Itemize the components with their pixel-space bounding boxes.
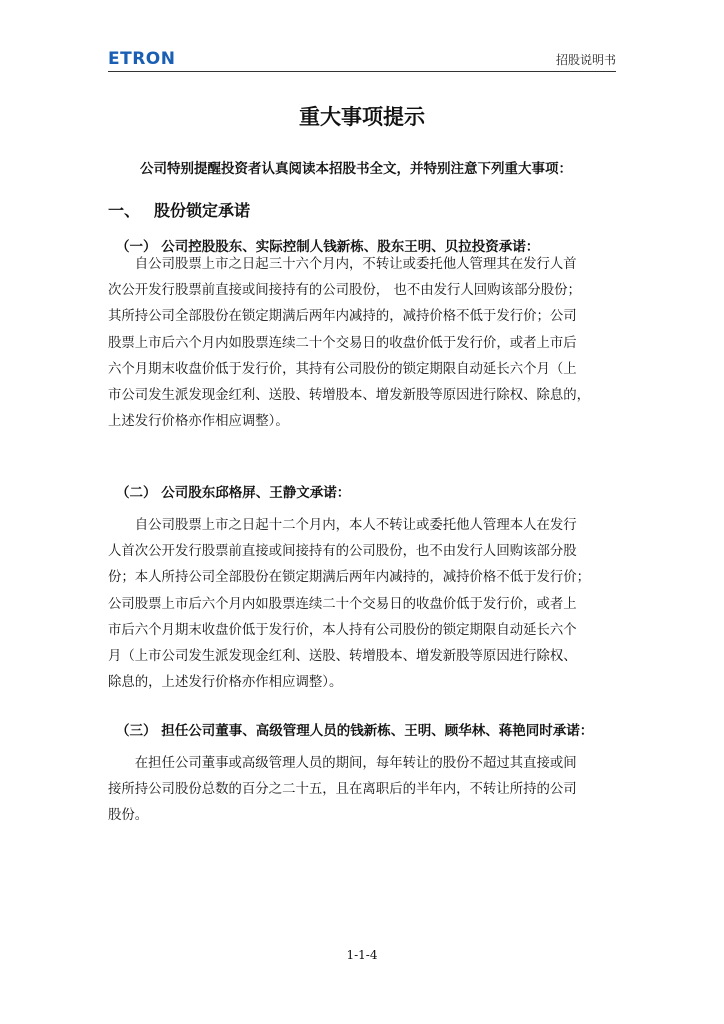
paragraph-shareholders-qiu-wang xyxy=(108,513,616,696)
paragraph-line: 自公司股票上市之日起十二个月内，本人不转让或委托他人管理本人在发行 xyxy=(134,518,577,533)
paragraph-line: 次公开发行股票前直接或间接持有的公司股份， 也不由发行人回购该部分股份； xyxy=(108,283,581,299)
section-number: 一、 xyxy=(108,201,141,220)
document-type-label: 招股说明书 xyxy=(555,53,616,67)
paragraph-line: 自公司股票上市之日起三十六个月内，不转让或委托他人管理其在发行人首 xyxy=(134,257,577,272)
header-divider xyxy=(108,71,616,72)
intro-notice: 公司特别提醒投资者认真阅读本招股书全文，并特别注意下列重大事项： xyxy=(140,161,572,177)
subsection-heading-controlling-shareholders: （一） 公司控股股东、实际控制人钱新栋、股东王明、贝拉投资承诺： xyxy=(116,239,540,255)
paragraph-line: 月（上市公司发生派发现金红利、送股、转增股本、增发新股等原因进行除权、 xyxy=(108,648,577,664)
section-heading-share-lockup xyxy=(108,200,250,222)
paragraph-line: 市公司发生派发现金红利、送股、转增股本、增发新股等原因进行除权、除息的， xyxy=(108,387,591,403)
paragraph-line: 人首次公开发行股票前直接或间接持有的公司股份，也不由发行人回购该部分股 xyxy=(108,544,577,560)
paragraph-line: 上述发行价格亦作相应调整）。 xyxy=(108,414,289,430)
paragraph-line: 股票上市后六个月内如股票连续二十个交易日的收盘价低于发行价，或者上市后 xyxy=(108,335,577,351)
subsection-heading-directors-executives: （三） 担任公司董事、高级管理人员的钱新栋、王明、顾华林、蒋艳同时承诺： xyxy=(116,723,594,739)
paragraph-line: 六个月期末收盘价低于发行价，其持有公司股份的锁定期限自动延长六个月（上 xyxy=(108,361,577,377)
paragraph-line: 除息的，上述发行价格亦作相应调整）。 xyxy=(108,675,343,691)
page-header xyxy=(108,48,616,72)
etron-logo: ETRON xyxy=(108,49,176,69)
paragraph-line: 公司股票上市后六个月内如股票连续二十个交易日的收盘价低于发行价，或者上 xyxy=(108,596,577,612)
paragraph-directors-executives xyxy=(108,751,616,830)
paragraph-line: 接所持公司股份总数的百分之二十五，且在离职后的半年内，不转让所持的公司 xyxy=(108,782,577,798)
section-title: 股份锁定承诺 xyxy=(154,201,251,220)
page-number: 1-1-4 xyxy=(346,948,378,962)
subsection-heading-shareholders-qiu-wang: （二） 公司股东邱格屏、王静文承诺： xyxy=(116,485,351,501)
paragraph-line: 在担任公司董事或高级管理人员的期间，每年转让的股份不超过其直接或间 xyxy=(134,756,577,771)
paragraph-line: 股份。 xyxy=(108,808,149,824)
paragraph-line: 市后六个月期末收盘价低于发行价，本人持有公司股份的锁定期限自动延长六个 xyxy=(108,622,577,638)
paragraph-controlling-shareholders xyxy=(108,252,616,435)
page-title: 重大事项提示 xyxy=(299,105,425,129)
paragraph-line: 其所持公司全部股份在锁定期满后两年内减持的，减持价格不低于发行价；公司 xyxy=(108,309,577,325)
paragraph-line: 份；本人所持公司全部股份在锁定期满后两年内减持的，减持价格不低于发行价； xyxy=(108,570,591,586)
